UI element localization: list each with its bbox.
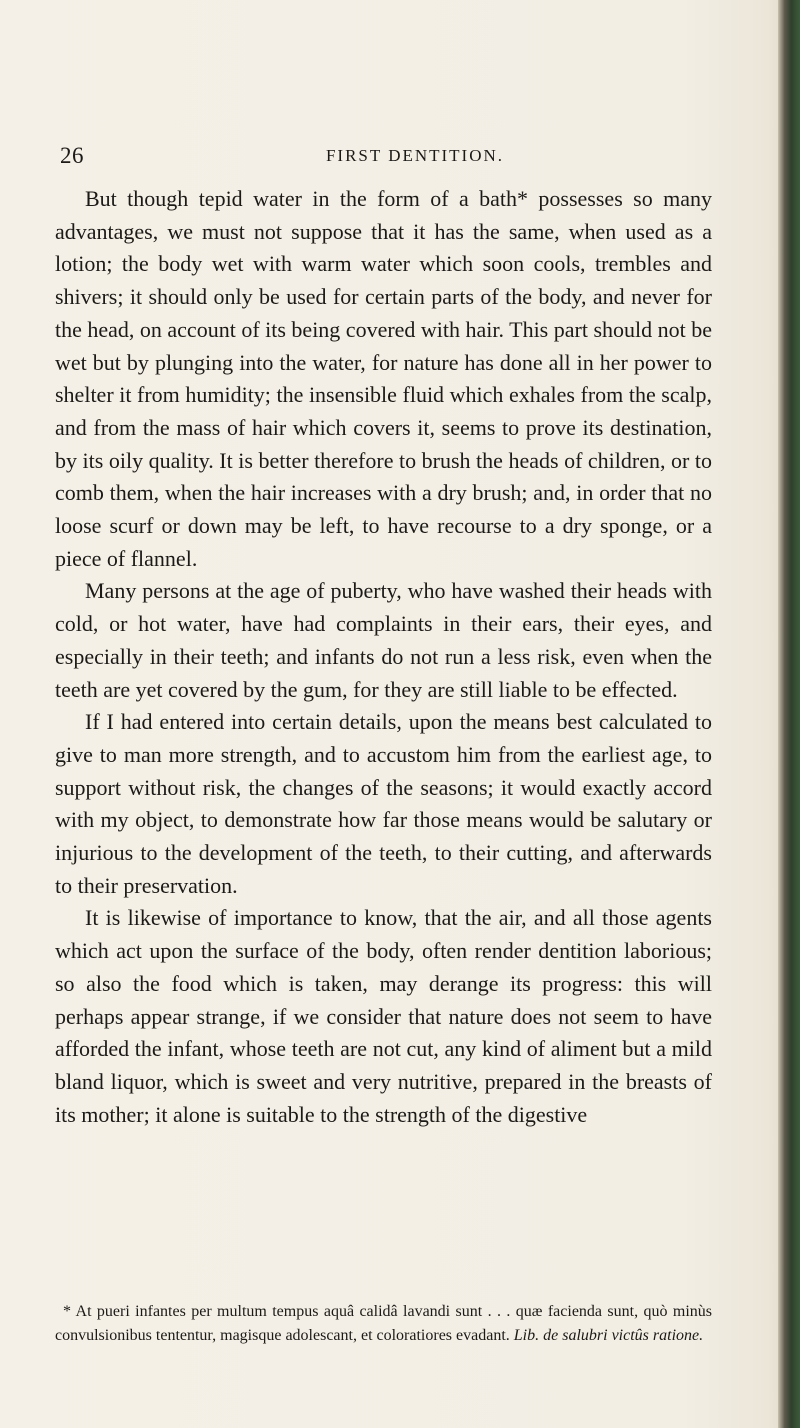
body-text [55,183,712,1131]
page-number: 26 [60,143,84,168]
footnote [55,1300,712,1347]
footnote-text: * At pueri infantes per multum tempus aquâ calidâ lavandi sunt . . . quæ facienda sunt, quò minùs convulsionibus tententur, magisque adolescant, et coloratiores evadant. [55,1303,712,1344]
paragraph-2: Many persons at the age of puberty, who have washed their heads with cold, or hot water, have had complaints in their ears, their eyes, and especially in their teeth; and infants do not run a less risk, even when the teeth are yet covered by the gum, for they are still liable to be effected. [55,578,712,702]
running-title: FIRST DENTITION. [325,146,505,165]
paragraph-4: It is likewise of importance to know, that the air, and all those agents which act upon the surface of the body, often render dentition laborious; so also the food which is taken, may derange its progress: this will perhaps appear strange, if we consider that nature does not seem to have afforded the infant, whose teeth are not cut, any kind of aliment but a mild bland liquor, which is sweet and very nutritive, prepared in the breasts of its mother; it alone is suitable to the strength of the digestive [55,905,712,1127]
paragraph-3: If I had entered into certain details, upon the means best calculated to give to man more strength, and to accustom him from the earliest age, to support without risk, the changes of the seasons; it would exactly accord with my object, to demonstrate how far those means would be salutary or injurious to the development of the teeth, to their cutting, and afterwards to their preservation. [55,709,712,898]
binding-edge [778,0,800,1428]
running-head [60,143,760,169]
paragraph-1: But though tepid water in the form of a bath* possesses so many advantages, we must not suppose that it has the same, when used as a lotion; the body wet with warm water which soon cools, trembles and shivers; it should only be used for certain parts of the body, and never for the head, on account of its being covered with hair. This part should not be wet but by plunging into the water, for nature has done all in her power to shelter it from humidity; the insensible fluid which exhales from the scalp, and from the mass of hair which covers it, seems to prove its destination, by its oily quality. It is better therefore to brush the heads of children, or to comb them, when the hair increases with a dry brush; and, in order that no loose scurf or down may be left, to have recourse to a dry sponge, or a piece of flannel. [55,186,712,571]
footnote-source: Lib. de salubri victûs ratione. [513,1326,704,1344]
